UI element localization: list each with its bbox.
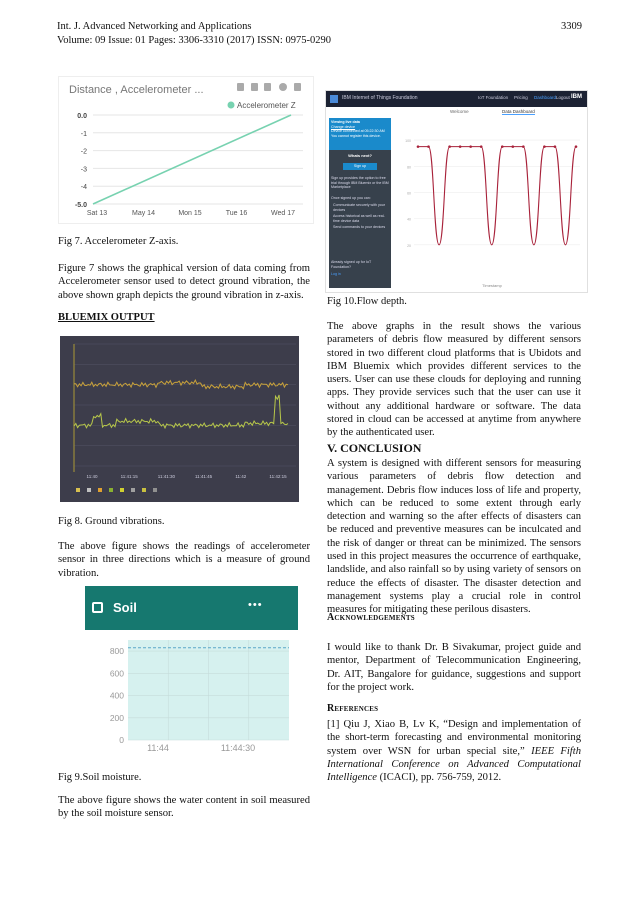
fig8-xtick: 11:42:15 xyxy=(269,474,287,479)
fig8-chart xyxy=(60,336,299,502)
fig10-point xyxy=(480,145,483,148)
fig7-ytick: -4 xyxy=(80,184,87,192)
fig7-xtick: Mon 15 xyxy=(178,210,202,217)
fig10-point xyxy=(469,145,472,148)
nav-pricing[interactable]: Pricing xyxy=(514,95,528,100)
fig10-ytick: 20 xyxy=(407,243,411,248)
fig7-toolbar xyxy=(237,83,301,91)
fig9-ytick: 800 xyxy=(109,646,124,657)
fig8-legend-swatch xyxy=(87,488,91,492)
fig8-legend-swatch xyxy=(153,488,157,492)
signup-button[interactable]: Sign up xyxy=(343,163,377,170)
device-line-1: Device connected at 05:22:30 AM xyxy=(331,129,385,134)
fig7-ytick: -5.0 xyxy=(74,202,87,209)
download-icon xyxy=(237,83,244,91)
fig7-xtick: Sat 13 xyxy=(86,210,108,217)
whats-next: Whats next? xyxy=(348,153,372,158)
refs-heading: References xyxy=(327,703,379,714)
fig10-point xyxy=(501,145,504,148)
fig8-caption: Fig 8. Ground vibrations. xyxy=(58,516,165,527)
once-label: Once signed up you can: xyxy=(331,196,371,200)
fig7-chart xyxy=(58,76,314,224)
bluemix-heading: BLUEMIX OUTPUT xyxy=(58,312,155,323)
fig9-app xyxy=(85,586,298,762)
already-label: Already signed up for IoT Foundation? xyxy=(331,260,372,269)
conclusion-text: A system is designed with different sensors for measuring various parameters of debris flow detection and management. Debris flow induces loss of life and property, which can be reduced to some extent through early detection and warning so the after effects of disasters can be reduced and preventive measures can be inculcated and the risk of danger or threat can be minimized. The sensors used in this project measures the occurrence of earthquake, landslide, and also rainfall so by using variety of sensors on reduce the effects of disaster. The disaster detection and management systems play a crucial role in control measures for mitigating these perilous disasters. xyxy=(327,458,581,616)
fig8-series-2 xyxy=(74,395,288,428)
fig7-title: Distance , Accelerometer ... xyxy=(69,84,204,96)
fig9-ytick: 0 xyxy=(119,735,124,745)
journal-name: Int. J. Advanced Networking and Applications xyxy=(57,21,252,32)
fig8-legend-swatch xyxy=(98,488,102,492)
soil-app-bar xyxy=(85,586,298,630)
fig8-xtick: 11:40 xyxy=(86,474,98,479)
fig9-ytick: 200 xyxy=(109,712,124,723)
fig7-ytick: -1 xyxy=(80,130,87,138)
page-number: 3309 xyxy=(561,21,582,32)
viewing-label: Viewing live data xyxy=(331,120,360,124)
edit-icon xyxy=(251,83,258,91)
fig8-legend-swatch xyxy=(120,488,124,492)
fig8-xtick: 11:41:30 xyxy=(157,474,175,479)
fig8-legend-swatch xyxy=(131,488,135,492)
volume-line: Volume: 09 Issue: 01 Pages: 3306-3310 (2017) ISSN: 0975-0290 xyxy=(57,35,331,46)
fig10-point xyxy=(554,145,557,148)
fig10-point xyxy=(427,145,430,148)
ibm-wordmark: IBM xyxy=(571,94,582,100)
fig10-point xyxy=(575,145,578,148)
change-device-link[interactable]: Change device xyxy=(331,124,355,129)
legend-marker xyxy=(228,102,235,109)
fig10-ytick: 80 xyxy=(407,165,411,170)
fig10-point xyxy=(543,145,546,148)
tab-welcome[interactable]: Welcome xyxy=(450,109,469,114)
bullet-3: Send commands to your devices xyxy=(333,225,386,229)
fig7-legend: Accelerometer Z xyxy=(237,101,296,110)
share-icon xyxy=(264,83,271,91)
fig10-xlabel: Timestamp xyxy=(482,283,502,288)
fig9-paragraph: The above figure shows the water content in soil measured by the soil moisture sensor. xyxy=(58,795,310,820)
conclusion-heading: V. CONCLUSION xyxy=(327,441,422,455)
fig10-point xyxy=(448,145,451,148)
ack-heading: Acknowledgements xyxy=(327,612,415,623)
viewing-box xyxy=(329,118,391,150)
fig10-paragraph: The above graphs in the result shows the various parameters of debris flow measured by different sensors stored in two different cloud platforms that is Ubidots and IBM Bluemix which provides different services to the users. User can use these clouds for deploying and running apps. They provide services such that the user can use it without any additional hardware or software. The data stored in cloud can be accessed at anytime from anywhere by the authenticated user. xyxy=(327,321,581,439)
reference-1 xyxy=(327,718,581,784)
fig10-dashboard xyxy=(325,90,588,293)
fig10-point xyxy=(417,145,420,148)
fig10-caption: Fig 10.Flow depth. xyxy=(327,296,407,307)
fig7-paragraph: Figure 7 shows the graphical version of data coming from Accelerometer sensor used to detect ground vibration, the above shown graph depicts the ground vibration in z-axis. xyxy=(58,263,310,301)
ibm-topbar-title: IBM Internet of Things Foundation xyxy=(342,95,418,101)
fig9-xtick: 11:44 xyxy=(147,743,169,753)
fig10-point xyxy=(512,145,515,148)
fig7-ytick: -3 xyxy=(80,166,87,174)
fig8-xtick: 11:42 xyxy=(235,474,247,479)
fig9-ytick: 600 xyxy=(109,668,124,679)
login-link[interactable]: Log in xyxy=(331,272,341,276)
fig8-xtick: 11:41:45 xyxy=(195,474,213,479)
fig8-paragraph: The above figure shows the readings of accelerometer sensor in three directions which is a measure of ground vibration. xyxy=(58,541,310,579)
tab-data-dashboard[interactable]: Data Dashboard xyxy=(502,109,535,114)
soil-title: Soil xyxy=(113,600,137,615)
signup-text: Sign up provides the option to free trial through IBM Bluemix or the IBM Marketplace xyxy=(331,176,389,190)
fig7-series-line xyxy=(93,115,291,204)
menu-icon[interactable]: ••• xyxy=(248,599,263,611)
fig8-legend-swatch xyxy=(76,488,80,492)
gear-icon xyxy=(279,83,287,91)
fig9-ytick: 400 xyxy=(109,690,124,701)
fig7-xtick: Tue 16 xyxy=(225,210,248,217)
fig7-ytick: 0.0 xyxy=(77,113,87,120)
ref1-text: [1] Qiu J, Xiao B, Lv K, “Design and implementation of the short-term forecasting and environmental monitoring system over WSN for urban special site,” xyxy=(327,719,581,757)
fig9-xtick: 11:44:30 xyxy=(220,743,256,753)
fig10-point xyxy=(522,145,525,148)
bullet-1: Communicate securely with your devices xyxy=(333,203,385,212)
nav-dashboard[interactable]: Dashboard xyxy=(534,95,557,100)
ibm-side-panel xyxy=(329,118,391,288)
chip-icon xyxy=(92,602,103,613)
fig10-ytick: 100 xyxy=(405,139,411,144)
device-line-2: You cannot register this device. xyxy=(331,133,381,138)
ref1-tail: (ICACI), pp. 756-759, 2012. xyxy=(377,772,502,784)
fig10-ytick: 60 xyxy=(407,191,411,196)
nav-iot[interactable]: IoT Foundation xyxy=(478,95,509,100)
ref1-venue: IEEE Fifth International Conference on Advanced Computational Intelligence xyxy=(327,745,581,784)
fig8-legend-swatch xyxy=(142,488,146,492)
fig7-ytick: -2 xyxy=(80,148,87,156)
fig7-xtick: Wed 17 xyxy=(271,210,295,217)
fig7-xtick: May 14 xyxy=(132,210,155,217)
ibm-logo-icon xyxy=(330,95,338,103)
delete-icon xyxy=(294,83,301,91)
nav-logout[interactable]: Logout xyxy=(556,95,570,100)
bullet-2: Access historical as well as real-time device data xyxy=(333,214,385,223)
fig8-xtick: 11:41:15 xyxy=(120,474,138,479)
fig10-ytick: 40 xyxy=(407,217,411,222)
ibm-topbar xyxy=(326,91,587,107)
fig8-legend-swatch xyxy=(109,488,113,492)
fig9-caption: Fig 9.Soil moisture. xyxy=(58,772,142,783)
ack-text: I would like to thank Dr. B Sivakumar, project guide and mentor, Department of Telecommunication Engineering, Dr. AIT, Bangalore for guidance, suggestions and support for the project work. xyxy=(327,642,581,693)
fig7-caption: Fig 7. Accelerometer Z-axis. xyxy=(58,236,179,247)
fig10-series-line xyxy=(418,147,576,245)
fig10-point xyxy=(459,145,462,148)
